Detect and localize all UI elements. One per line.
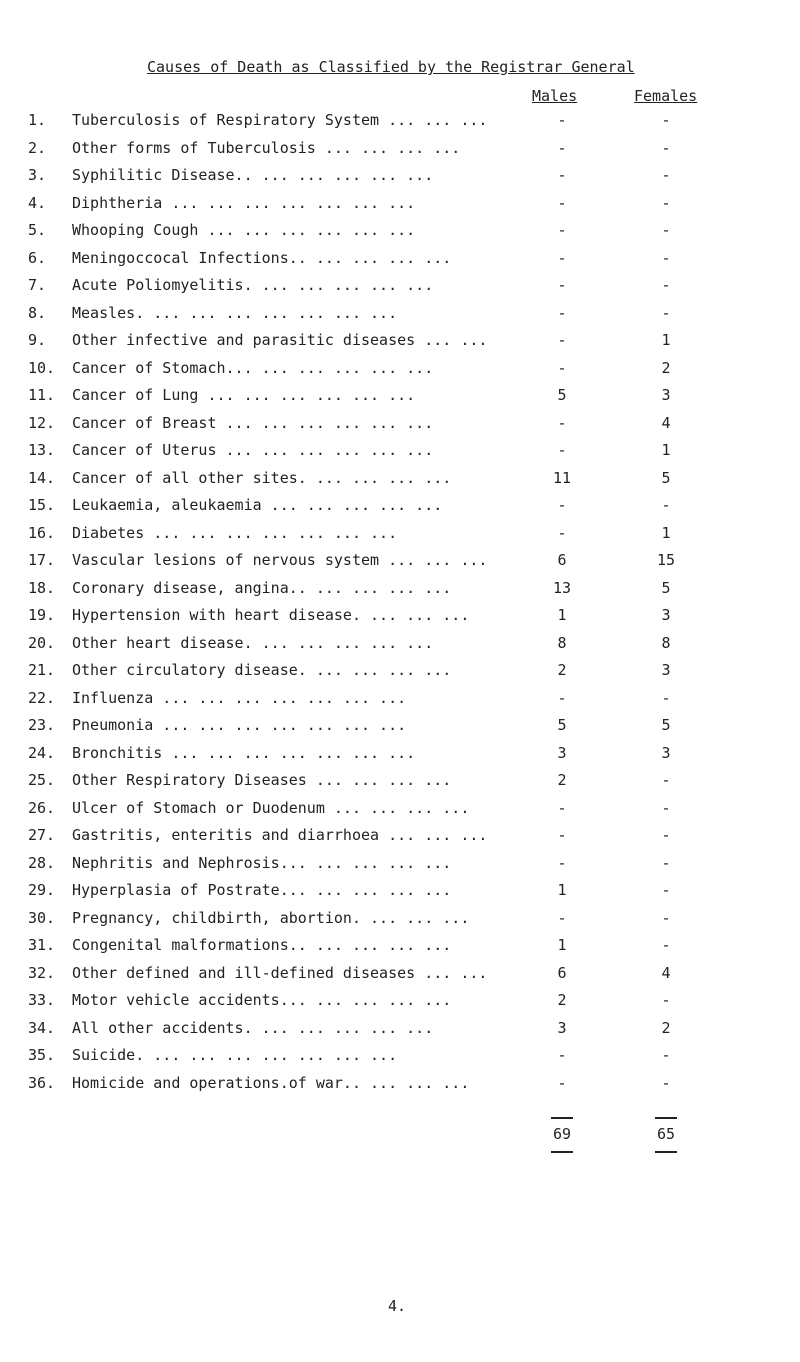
males-count: 13 bbox=[552, 578, 572, 597]
males-count: 1 bbox=[557, 881, 567, 899]
table-row bbox=[0, 166, 800, 194]
females-count: - bbox=[661, 936, 671, 954]
females-count: 3 bbox=[661, 386, 671, 404]
cause-label: Diabetes ... ... ... ... ... ... ... bbox=[72, 523, 398, 542]
table-row bbox=[0, 936, 800, 964]
row-number: 3. bbox=[28, 166, 47, 184]
cause-label: Other circulatory disease. ... ... ... ... bbox=[72, 661, 452, 679]
row-number: 23. bbox=[28, 716, 56, 734]
row-number: 31. bbox=[28, 936, 56, 954]
males-count: 8 bbox=[557, 633, 567, 652]
males-count: 6 bbox=[557, 963, 567, 982]
cause-label: Cancer of Breast ... ... ... ... ... ... bbox=[72, 413, 434, 432]
table-row bbox=[0, 661, 800, 689]
row-number: 6. bbox=[28, 248, 47, 267]
females-count: - bbox=[661, 881, 671, 899]
females-count: - bbox=[661, 1046, 671, 1064]
females-count: 4 bbox=[661, 413, 671, 432]
males-count: 5 bbox=[557, 716, 567, 734]
table-row bbox=[0, 881, 800, 909]
males-count: - bbox=[557, 413, 567, 432]
females-count: - bbox=[661, 688, 671, 707]
table-row bbox=[0, 249, 800, 277]
column-header-males: Males bbox=[532, 87, 578, 105]
males-count: 2 bbox=[557, 991, 567, 1009]
cause-label: Leukaemia, aleukaemia ... ... ... ... ... bbox=[72, 496, 443, 514]
row-number: 28. bbox=[28, 853, 56, 872]
table-row bbox=[0, 744, 800, 772]
males-count: - bbox=[557, 166, 567, 184]
table-row bbox=[0, 771, 800, 799]
cause-label: Vascular lesions of nervous system ... ... ... bbox=[72, 551, 488, 569]
females-count: 1 bbox=[661, 441, 671, 459]
row-number: 34. bbox=[28, 1018, 56, 1037]
cause-label: Other defined and ill-defined diseases ... ... bbox=[72, 963, 488, 982]
males-count: - bbox=[557, 276, 567, 294]
males-count: - bbox=[557, 303, 567, 322]
cause-label: Hyperplasia of Postrate... ... ... ... ... bbox=[72, 881, 452, 899]
males-count: - bbox=[557, 496, 567, 514]
table-row bbox=[0, 414, 800, 442]
cause-label: Syphilitic Disease.. ... ... ... ... ... bbox=[72, 166, 434, 184]
males-count: - bbox=[557, 221, 567, 239]
total-rule-top-females bbox=[655, 1117, 677, 1119]
table-row bbox=[0, 579, 800, 607]
females-count: - bbox=[661, 496, 671, 514]
cause-label: Other infective and parasitic diseases ... ... bbox=[72, 331, 488, 349]
cause-label: Influenza ... ... ... ... ... ... ... bbox=[72, 688, 407, 707]
males-count: - bbox=[557, 798, 567, 817]
table-row bbox=[0, 689, 800, 717]
cause-label: Other Respiratory Diseases ... ... ... ... bbox=[72, 771, 452, 789]
row-number: 26. bbox=[28, 798, 56, 817]
row-number: 21. bbox=[28, 661, 56, 679]
males-count: - bbox=[557, 331, 567, 349]
table-row bbox=[0, 634, 800, 662]
females-count: - bbox=[661, 771, 671, 789]
table-row bbox=[0, 964, 800, 992]
cause-label: Cancer of Lung ... ... ... ... ... ... bbox=[72, 386, 416, 404]
cause-label: Hypertension with heart disease. ... ... ... bbox=[72, 606, 470, 624]
total-rule-top-males bbox=[551, 1117, 573, 1119]
females-count: 3 bbox=[661, 606, 671, 624]
cause-label: Meningoccocal Infections.. ... ... ... ... bbox=[72, 248, 452, 267]
row-number: 30. bbox=[28, 908, 56, 927]
row-number: 2. bbox=[28, 138, 47, 157]
females-count: 5 bbox=[661, 468, 671, 487]
table-row bbox=[0, 331, 800, 359]
females-count: 5 bbox=[661, 578, 671, 597]
table-row bbox=[0, 606, 800, 634]
table-row bbox=[0, 826, 800, 854]
row-number: 12. bbox=[28, 413, 56, 432]
table-row bbox=[0, 799, 800, 827]
females-count: 2 bbox=[661, 1018, 671, 1037]
row-number: 19. bbox=[28, 606, 56, 624]
row-number: 18. bbox=[28, 578, 56, 597]
cause-label: All other accidents. ... ... ... ... ... bbox=[72, 1018, 434, 1037]
males-count: - bbox=[557, 908, 567, 927]
table-row bbox=[0, 194, 800, 222]
females-count: 3 bbox=[661, 743, 671, 762]
cause-label: Motor vehicle accidents... ... ... ... ... bbox=[72, 991, 452, 1009]
females-count: - bbox=[661, 853, 671, 872]
cause-label: Whooping Cough ... ... ... ... ... ... bbox=[72, 221, 416, 239]
females-count: 1 bbox=[661, 331, 671, 349]
row-number: 29. bbox=[28, 881, 56, 899]
total-rule-bottom-males bbox=[551, 1151, 573, 1153]
females-count: - bbox=[661, 248, 671, 267]
row-number: 7. bbox=[28, 276, 47, 294]
males-count: - bbox=[557, 193, 567, 212]
females-count: 3 bbox=[661, 661, 671, 679]
males-count: - bbox=[557, 1073, 567, 1092]
cause-label: Pneumonia ... ... ... ... ... ... ... bbox=[72, 716, 407, 734]
males-count: 11 bbox=[552, 468, 572, 487]
table-row bbox=[0, 139, 800, 167]
total-females: 65 bbox=[656, 1125, 676, 1143]
cause-label: Congenital malformations.. ... ... ... ... bbox=[72, 936, 452, 954]
table-row bbox=[0, 1046, 800, 1074]
males-count: 3 bbox=[557, 743, 567, 762]
row-number: 24. bbox=[28, 743, 56, 762]
cause-label: Suicide. ... ... ... ... ... ... ... bbox=[72, 1046, 398, 1064]
page-number: 4. bbox=[388, 1297, 407, 1315]
table-row bbox=[0, 909, 800, 937]
females-count: 15 bbox=[656, 551, 676, 569]
males-count: - bbox=[557, 688, 567, 707]
cause-label: Tuberculosis of Respiratory System ... ... ... bbox=[72, 111, 488, 129]
males-count: - bbox=[557, 138, 567, 157]
row-number: 15. bbox=[28, 496, 56, 514]
row-number: 27. bbox=[28, 826, 56, 844]
females-count: - bbox=[661, 166, 671, 184]
table-row bbox=[0, 359, 800, 387]
row-number: 14. bbox=[28, 468, 56, 487]
males-count: - bbox=[557, 853, 567, 872]
row-number: 35. bbox=[28, 1046, 56, 1064]
row-number: 17. bbox=[28, 551, 56, 569]
cause-label: Pregnancy, childbirth, abortion. ... ... ... bbox=[72, 908, 470, 927]
table-row bbox=[0, 469, 800, 497]
females-count: - bbox=[661, 193, 671, 212]
cause-label: Cancer of all other sites. ... ... ... ... bbox=[72, 468, 452, 487]
row-number: 5. bbox=[28, 221, 47, 239]
total-rule-bottom-females bbox=[655, 1151, 677, 1153]
cause-label: Bronchitis ... ... ... ... ... ... ... bbox=[72, 743, 416, 762]
table-row bbox=[0, 304, 800, 332]
cause-label: Other forms of Tuberculosis ... ... ... ... bbox=[72, 138, 461, 157]
females-count: - bbox=[661, 111, 671, 129]
males-count: 1 bbox=[557, 606, 567, 624]
cause-label: Cancer of Stomach... ... ... ... ... ... bbox=[72, 358, 434, 377]
males-count: - bbox=[557, 1046, 567, 1064]
cause-label: Coronary disease, angina.. ... ... ... ... bbox=[72, 578, 452, 597]
table-row bbox=[0, 496, 800, 524]
females-count: - bbox=[661, 908, 671, 927]
males-count: 6 bbox=[557, 551, 567, 569]
table-row bbox=[0, 111, 800, 139]
cause-label: Diphtheria ... ... ... ... ... ... ... bbox=[72, 193, 416, 212]
males-count: - bbox=[557, 441, 567, 459]
table-row bbox=[0, 551, 800, 579]
males-count: 2 bbox=[557, 661, 567, 679]
table-row bbox=[0, 1019, 800, 1047]
row-number: 9. bbox=[28, 331, 47, 349]
row-number: 32. bbox=[28, 963, 56, 982]
males-count: - bbox=[557, 111, 567, 129]
column-header-females: Females bbox=[634, 87, 698, 105]
row-number: 25. bbox=[28, 771, 56, 789]
males-count: 2 bbox=[557, 771, 567, 789]
cause-label: Ulcer of Stomach or Duodenum ... ... ... ... bbox=[72, 798, 470, 817]
causes-table bbox=[0, 111, 800, 1101]
table-row bbox=[0, 524, 800, 552]
cause-label: Gastritis, enteritis and diarrhoea ... ... ... bbox=[72, 826, 488, 844]
cause-label: Cancer of Uterus ... ... ... ... ... ... bbox=[72, 441, 434, 459]
table-row bbox=[0, 276, 800, 304]
row-number: 4. bbox=[28, 193, 47, 212]
females-count: 5 bbox=[661, 716, 671, 734]
total-males: 69 bbox=[552, 1125, 572, 1143]
females-count: - bbox=[661, 826, 671, 844]
females-count: 4 bbox=[661, 963, 671, 982]
table-row bbox=[0, 441, 800, 469]
females-count: - bbox=[661, 1073, 671, 1092]
females-count: - bbox=[661, 303, 671, 322]
females-count: 8 bbox=[661, 633, 671, 652]
row-number: 36. bbox=[28, 1073, 56, 1092]
females-count: 1 bbox=[661, 523, 671, 542]
males-count: 5 bbox=[557, 386, 567, 404]
row-number: 8. bbox=[28, 303, 47, 322]
table-row bbox=[0, 854, 800, 882]
cause-label: Other heart disease. ... ... ... ... ... bbox=[72, 633, 434, 652]
cause-label: Nephritis and Nephrosis... ... ... ... ... bbox=[72, 853, 452, 872]
page-title: Causes of Death as Classified by the Registrar General bbox=[147, 58, 635, 76]
row-number: 10. bbox=[28, 358, 56, 377]
males-count: - bbox=[557, 248, 567, 267]
row-number: 16. bbox=[28, 523, 56, 542]
cause-label: Acute Poliomyelitis. ... ... ... ... ... bbox=[72, 276, 434, 294]
males-count: 3 bbox=[557, 1018, 567, 1037]
row-number: 13. bbox=[28, 441, 56, 459]
row-number: 1. bbox=[28, 111, 47, 129]
cause-label: Measles. ... ... ... ... ... ... ... bbox=[72, 303, 398, 322]
table-row bbox=[0, 1074, 800, 1102]
table-row bbox=[0, 386, 800, 414]
females-count: 2 bbox=[661, 358, 671, 377]
table-row bbox=[0, 716, 800, 744]
row-number: 20. bbox=[28, 633, 56, 652]
females-count: - bbox=[661, 221, 671, 239]
males-count: - bbox=[557, 523, 567, 542]
females-count: - bbox=[661, 798, 671, 817]
table-row bbox=[0, 991, 800, 1019]
females-count: - bbox=[661, 991, 671, 1009]
males-count: 1 bbox=[557, 936, 567, 954]
row-number: 11. bbox=[28, 386, 56, 404]
females-count: - bbox=[661, 138, 671, 157]
males-count: - bbox=[557, 358, 567, 377]
row-number: 22. bbox=[28, 688, 56, 707]
table-row bbox=[0, 221, 800, 249]
row-number: 33. bbox=[28, 991, 56, 1009]
females-count: - bbox=[661, 276, 671, 294]
cause-label: Homicide and operations.of war.. ... ... ... bbox=[72, 1073, 470, 1092]
males-count: - bbox=[557, 826, 567, 844]
